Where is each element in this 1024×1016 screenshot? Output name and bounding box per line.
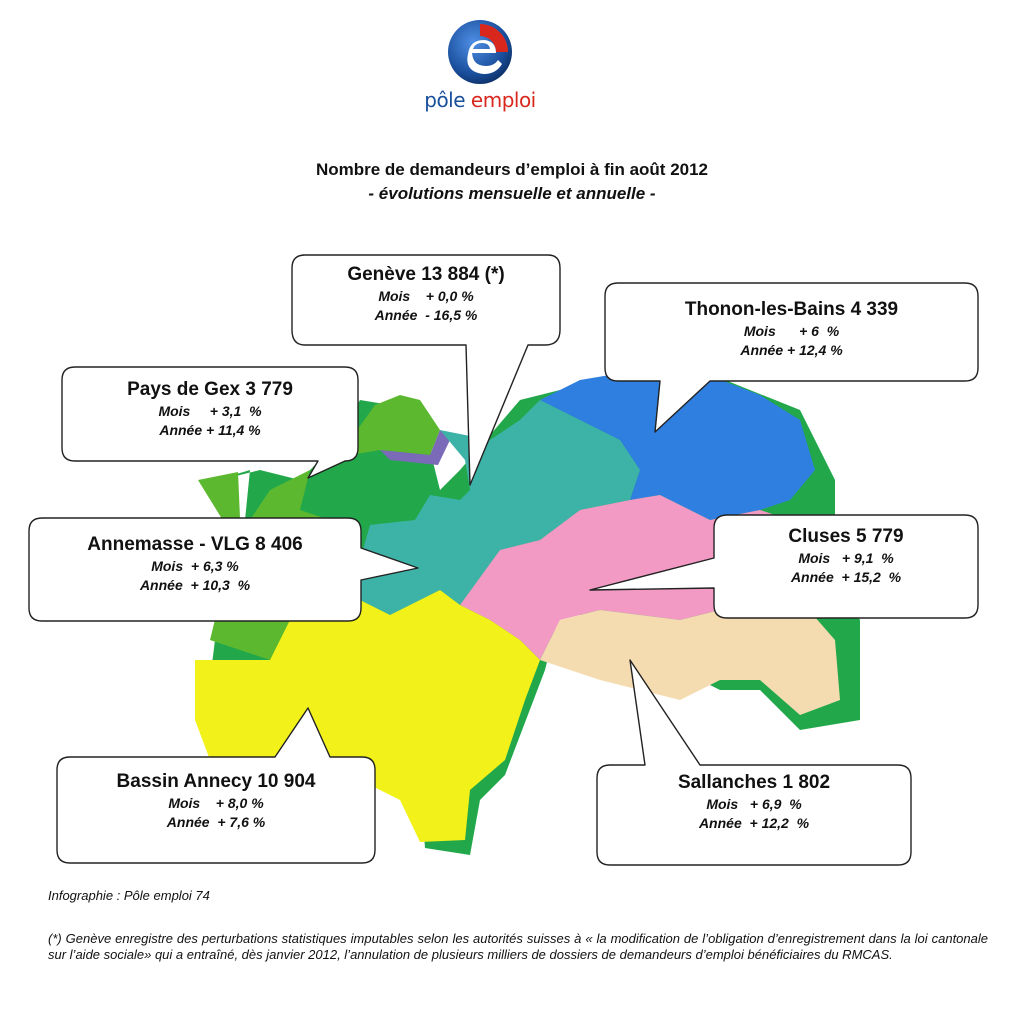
region-name: Bassin Annecy 10 904 xyxy=(116,771,316,792)
page-title: Nombre de demandeurs d’emploi à fin août 2012 xyxy=(315,160,709,179)
region-mois: Mois + 0,0 % xyxy=(378,288,474,304)
callout-gex xyxy=(62,378,358,440)
callout-annemasse xyxy=(29,533,361,595)
region-annee: Année + 7,6 % xyxy=(166,814,266,830)
bubble-sallanches xyxy=(597,660,911,865)
logo-wordmark: pôle emploi xyxy=(424,88,536,112)
region-name: Pays de Gex 3 779 xyxy=(127,379,293,400)
region-name: Cluses 5 779 xyxy=(788,526,904,547)
callout-annecy xyxy=(57,770,375,832)
region-name: Sallanches 1 802 xyxy=(677,772,831,793)
region-annee: Année + 11,4 % xyxy=(159,422,261,438)
region-mois: Mois + 9,1 % xyxy=(798,550,894,566)
region-mois: Mois + 6,9 % xyxy=(706,796,802,812)
region-annee: Année + 10,3 % xyxy=(139,577,251,593)
page-subtitle: - évolutions mensuelle et annuelle - xyxy=(368,184,656,203)
region-annee: Année + 15,2 % xyxy=(790,569,902,585)
region-annee: Année + 12,4 % xyxy=(740,342,843,358)
region-mois: Mois + 3,1 % xyxy=(158,403,262,419)
region-annee: Année + 12,2 % xyxy=(698,815,810,831)
region-mois: Mois + 6 % xyxy=(743,323,840,339)
callout-thonon xyxy=(605,298,978,360)
callout-sallanches xyxy=(597,771,911,833)
region-mois: Mois + 6,3 % xyxy=(151,558,239,574)
callout-geneve xyxy=(292,263,560,325)
region-name: Annemasse - VLG 8 406 xyxy=(87,534,303,555)
footnote: (*) Genève enregistre des perturbations statistiques imputables selon les autorités suisses à « la modification de l’obligation d’enregistrement dans la loi cantonale sur l’aide sociale» qui a entraîné, dès janvier 2012, l’annulation de plusieurs milliers de dossiers de demandeurs d’emploi bénéficiaires du RMCAS. xyxy=(48,931,988,962)
region-annee: Année - 16,5 % xyxy=(374,307,478,323)
region-name: Genève 13 884 (*) xyxy=(347,264,505,285)
region-mois: Mois + 8,0 % xyxy=(168,795,264,811)
infographic-credit: Infographie : Pôle emploi 74 xyxy=(48,888,210,903)
callout-cluses xyxy=(714,525,978,587)
region-name: Thonon-les-Bains 4 339 xyxy=(684,299,899,320)
